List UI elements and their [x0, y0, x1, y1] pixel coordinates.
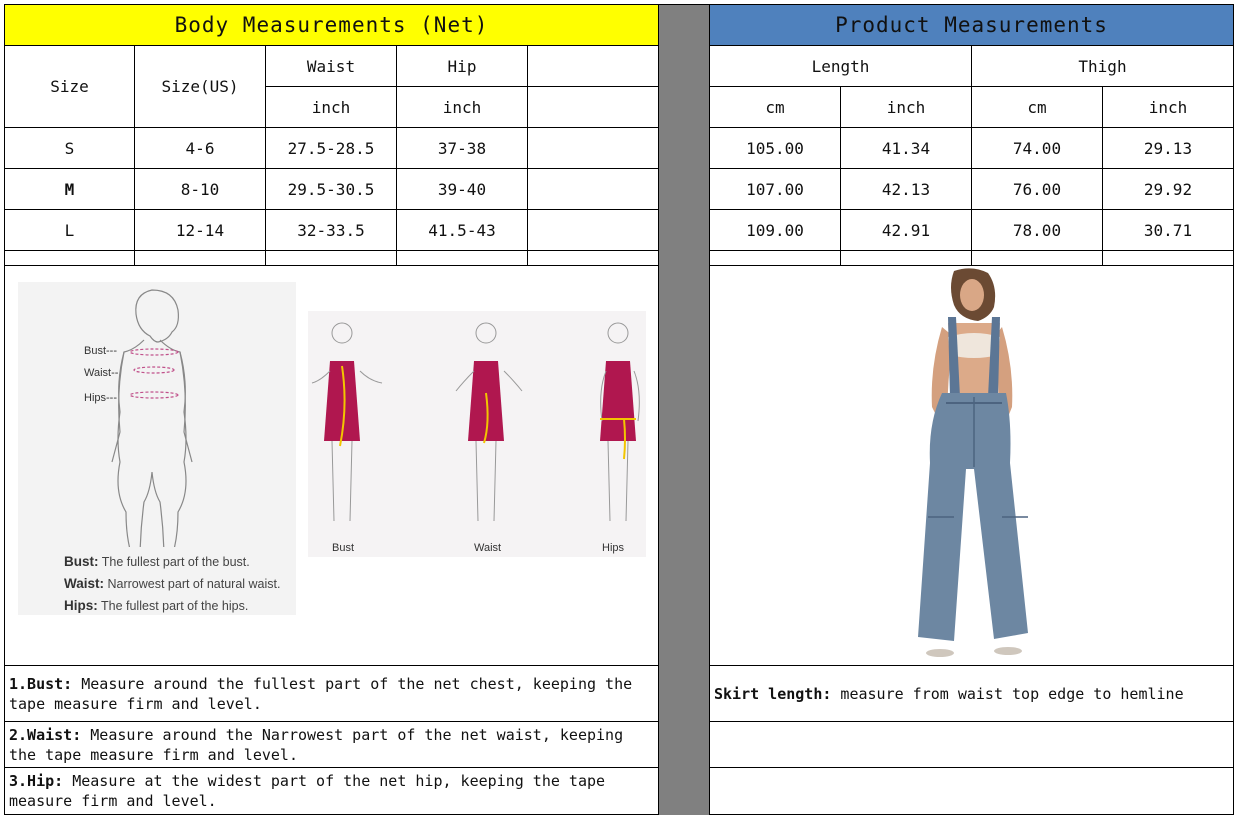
note-waist: 2.Waist: Measure around the Narrowest part of the net waist, keeping the tape measure firm and level.: [4, 721, 659, 768]
table-cell: 30.71: [1102, 209, 1234, 251]
spacer-cell: [265, 250, 397, 266]
note-skirt-length: Skirt length: measure from waist top edge to hemline: [709, 665, 1234, 722]
table-cell: 39-40: [396, 168, 528, 210]
table-cell: 4-6: [134, 127, 266, 169]
body-outline-figure: [18, 282, 296, 615]
empty-note-cell: [709, 721, 1234, 768]
dress-measurement-figure: [308, 311, 646, 557]
hip-unit: inch: [396, 86, 528, 128]
table-cell: 42.91: [840, 209, 972, 251]
table-cell: 109.00: [709, 209, 841, 251]
table-cell: 37-38: [396, 127, 528, 169]
col-size: Size: [4, 45, 135, 128]
thigh-inch-unit: inch: [1102, 86, 1234, 128]
dress-label-waist: Waist: [474, 542, 502, 554]
table-cell: [527, 168, 659, 210]
col-size-us: Size(US): [134, 45, 266, 128]
table-cell: 27.5-28.5: [265, 127, 397, 169]
table-cell: 12-14: [134, 209, 266, 251]
product-photo: [898, 267, 1060, 659]
table-cell: [527, 209, 659, 251]
col-length: Length: [709, 45, 972, 87]
table-cell: L: [4, 209, 135, 251]
length-cm-unit: cm: [709, 86, 841, 128]
note-bust: 1.Bust: Measure around the fullest part of the net chest, keeping the tape measure firm and level.: [4, 665, 659, 722]
col-hip: Hip: [396, 45, 528, 87]
separator-header: [658, 4, 710, 46]
table-cell: [527, 127, 659, 169]
col-waist: Waist: [265, 45, 397, 87]
length-inch-unit: inch: [840, 86, 972, 128]
body-measurements-title: Body Measurements (Net): [4, 4, 659, 46]
spacer-cell: [134, 250, 266, 266]
spacer-cell: [971, 250, 1103, 266]
table-cell: S: [4, 127, 135, 169]
product-measurements-title: Product Measurements: [709, 4, 1234, 46]
table-cell: 8-10: [134, 168, 266, 210]
table-cell: 41.34: [840, 127, 972, 169]
spacer-cell: [840, 250, 972, 266]
spacer-cell: [709, 250, 841, 266]
col-empty: [527, 45, 659, 87]
bust-guide-label: Bust---: [84, 345, 117, 357]
table-cell: 105.00: [709, 127, 841, 169]
table-cell: 29.5-30.5: [265, 168, 397, 210]
spacer-cell: [4, 250, 135, 266]
waist-unit: inch: [265, 86, 397, 128]
waist-guide-label: Waist--: [84, 367, 119, 379]
table-cell: 32-33.5: [265, 209, 397, 251]
separator-column: [658, 45, 710, 815]
body-outline-illustration: [18, 282, 296, 547]
hips-guide-label: Hips---: [84, 392, 117, 404]
table-cell: 29.92: [1102, 168, 1234, 210]
table-cell: 107.00: [709, 168, 841, 210]
empty-note-cell: [709, 767, 1234, 815]
caption-bust: Bust: The fullest part of the bust.: [64, 554, 250, 569]
empty-unit: [527, 86, 659, 128]
spacer-cell: [396, 250, 528, 266]
table-cell: 29.13: [1102, 127, 1234, 169]
note-hip: 3.Hip: Measure at the widest part of the net hip, keeping the tape measure firm and level.: [4, 767, 659, 815]
table-cell: 76.00: [971, 168, 1103, 210]
table-cell: M: [4, 168, 135, 210]
thigh-cm-unit: cm: [971, 86, 1103, 128]
table-cell: 74.00: [971, 127, 1103, 169]
spacer-cell: [1102, 250, 1234, 266]
spacer-cell: [527, 250, 659, 266]
dress-label-hips: Hips: [602, 542, 625, 554]
dress-label-bust: Bust: [332, 542, 355, 554]
table-cell: 78.00: [971, 209, 1103, 251]
table-cell: 41.5-43: [396, 209, 528, 251]
caption-hips: Hips: The fullest part of the hips.: [64, 598, 249, 613]
caption-waist: Waist: Narrowest part of natural waist.: [64, 576, 281, 591]
table-cell: 42.13: [840, 168, 972, 210]
col-thigh: Thigh: [971, 45, 1234, 87]
